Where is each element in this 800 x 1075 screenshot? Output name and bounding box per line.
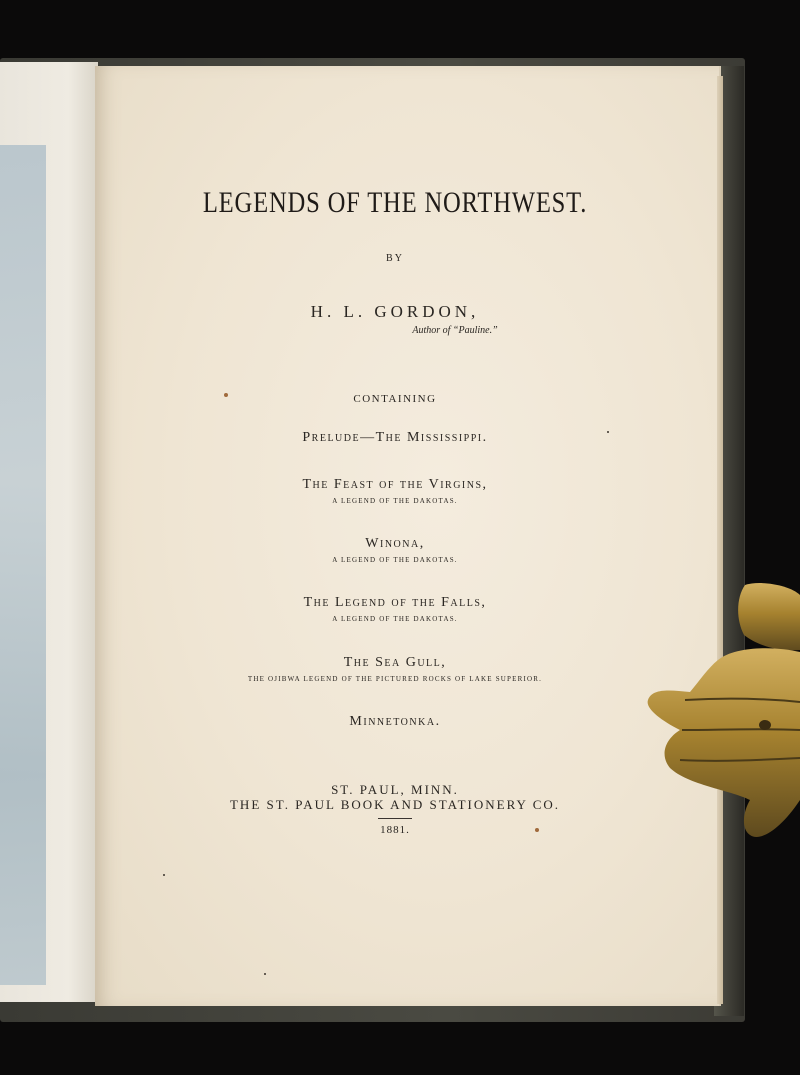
imprint-place: ST. PAUL, MINN. bbox=[331, 782, 459, 797]
tissue-guard bbox=[0, 145, 46, 985]
book-title: LEGENDS OF THE NORTHWEST. bbox=[202, 186, 588, 219]
author-name: H. L. GORDON, bbox=[310, 302, 480, 321]
foxing-spot bbox=[224, 393, 228, 397]
contents-subtitle: A LEGEND OF THE DAKOTAS. bbox=[332, 556, 458, 564]
contents-item: The Sea Gull, bbox=[343, 655, 447, 670]
contents-item: Prelude—The Mississippi. bbox=[302, 430, 488, 445]
divider-rule bbox=[378, 818, 412, 819]
contents-item: Winona, bbox=[365, 536, 425, 551]
page-edge bbox=[717, 76, 723, 1004]
contents-item: The Feast of the Virgins, bbox=[302, 477, 488, 492]
containing-label: CONTAINING bbox=[353, 393, 437, 405]
imprint-year: 1881. bbox=[380, 824, 410, 836]
contents-item: The Legend of the Falls, bbox=[303, 595, 487, 610]
contents-subtitle: A LEGEND OF THE DAKOTAS. bbox=[332, 497, 458, 505]
contents-item: Minnetonka. bbox=[349, 714, 441, 729]
imprint-publisher: THE ST. PAUL BOOK AND STATIONERY CO. bbox=[229, 797, 560, 812]
brass-hand-clip bbox=[640, 580, 800, 850]
by-line: BY bbox=[386, 253, 404, 264]
contents-subtitle: A LEGEND OF THE DAKOTAS. bbox=[332, 615, 458, 623]
ink-dot bbox=[607, 431, 609, 433]
contents-subtitle: THE OJIBWA LEGEND OF THE PICTURED ROCKS OF LAKE SUPERIOR. bbox=[247, 675, 543, 683]
ink-dot bbox=[163, 874, 165, 876]
ink-dot bbox=[264, 973, 266, 975]
author-note: Author of “Pauline.” bbox=[412, 325, 498, 336]
foxing-spot bbox=[535, 828, 539, 832]
